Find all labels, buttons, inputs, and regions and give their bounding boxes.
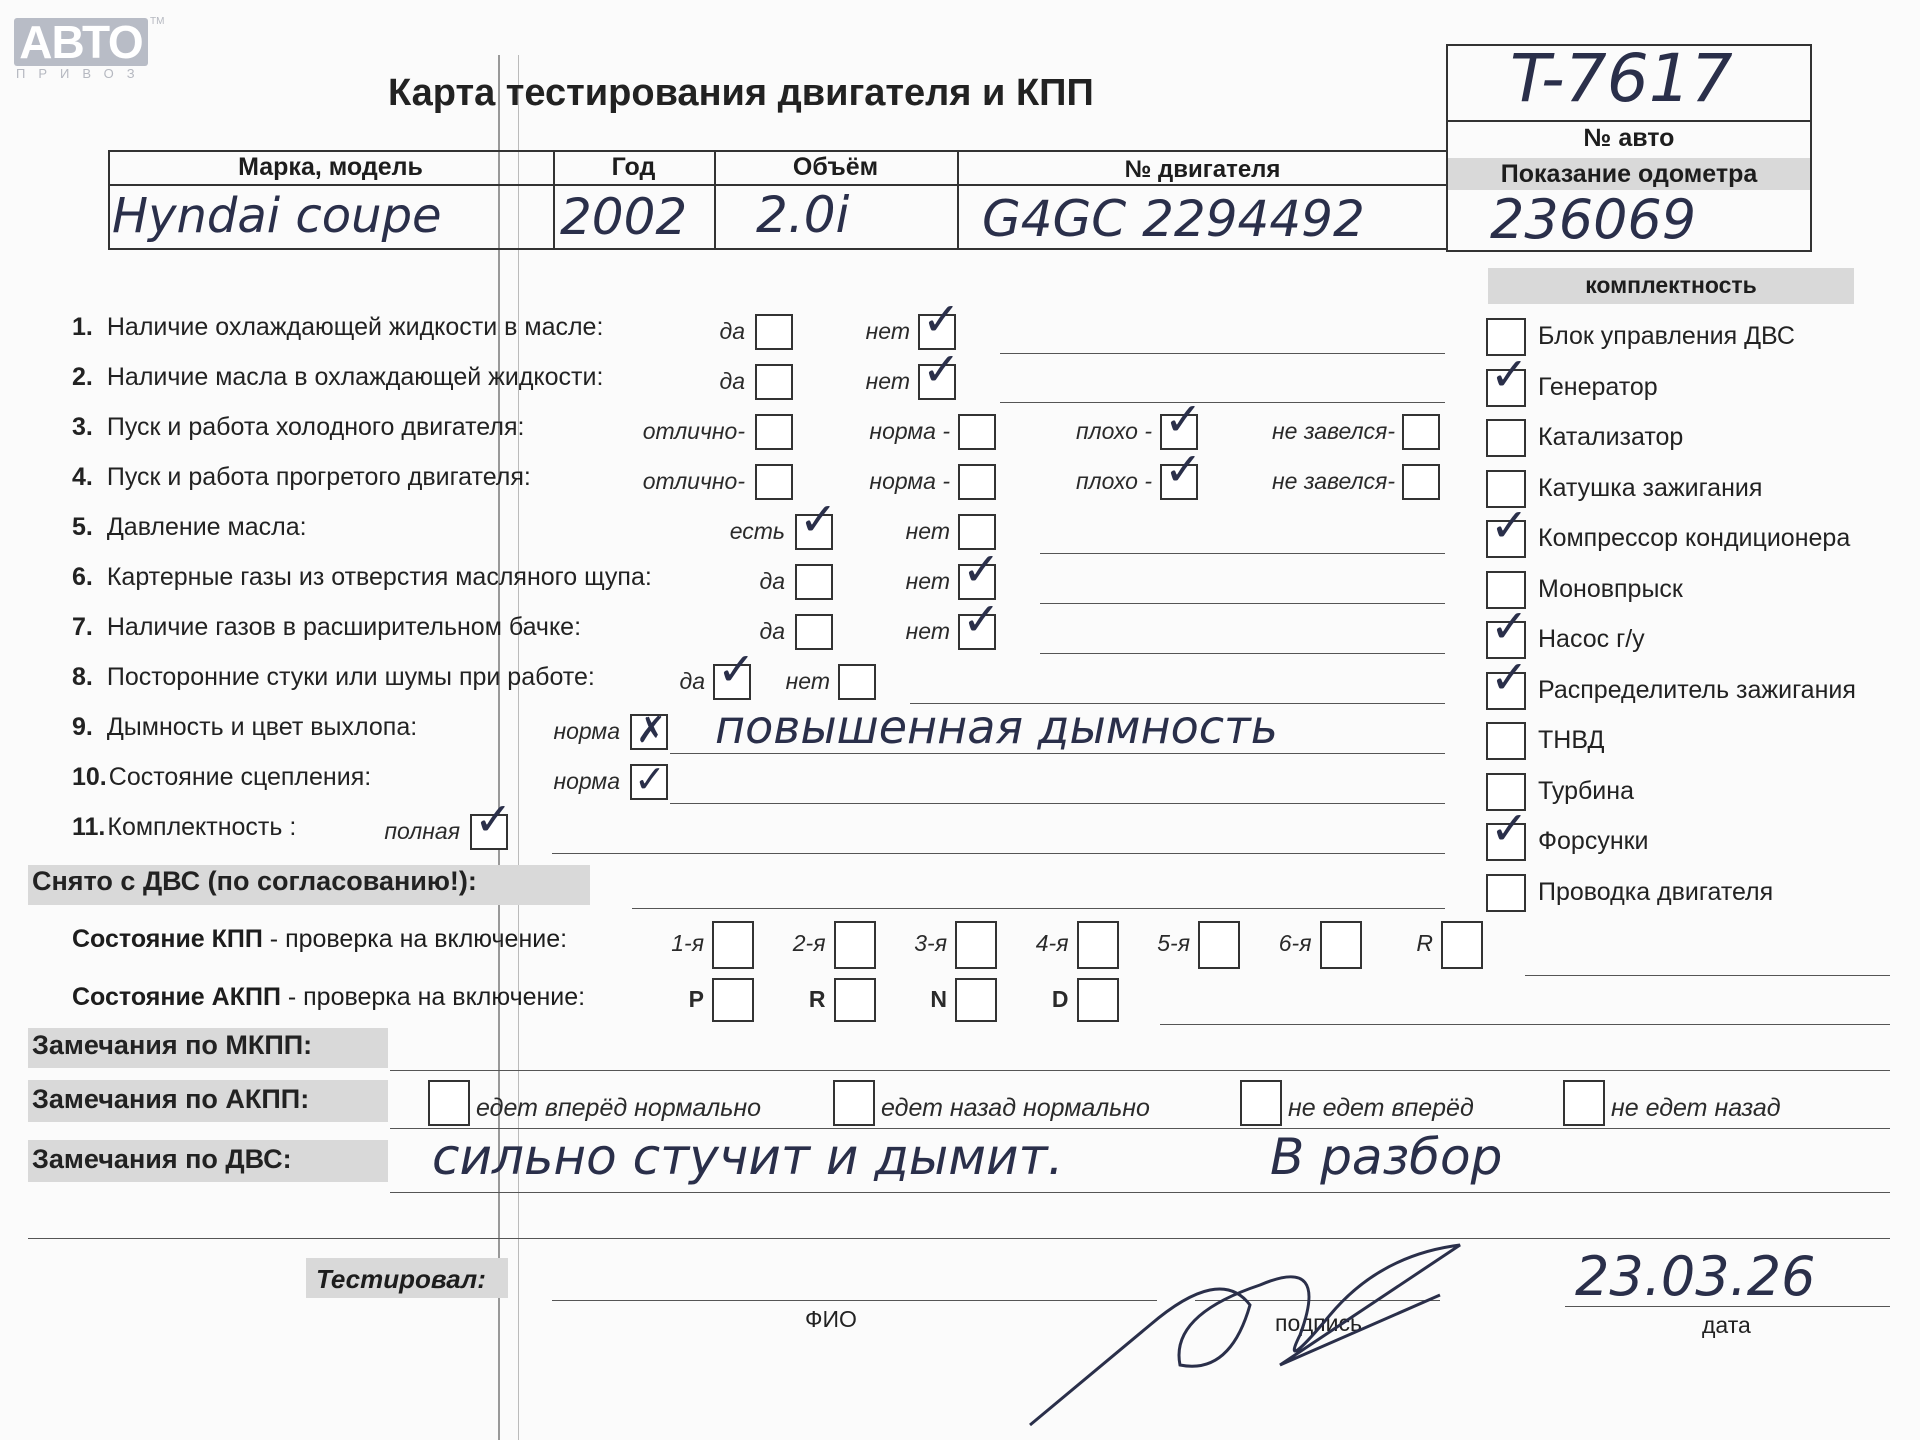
akpp-gear-checkbox[interactable] (712, 978, 754, 1022)
q4-nostart-label: не завелся- (1271, 468, 1395, 494)
komplekt-item-label: Моновпрыск (1538, 574, 1683, 603)
brand-header: Марка, модель (238, 153, 423, 181)
question-text: Картерные газы из отверстия масляного щупа: (106, 563, 652, 591)
q2-no-checkbox[interactable] (918, 342, 961, 400)
q3-excellent-checkbox[interactable] (755, 414, 793, 450)
dvs-remarks-text-2: В разбор (1270, 1128, 1503, 1186)
akpp-label (72, 983, 585, 1012)
q6-yes-label: да (759, 568, 785, 594)
akpp-gear-label: N (930, 986, 947, 1012)
komplekt-item-label: Катализатор (1538, 423, 1684, 451)
question-text: Наличие масла в охлаждающей жидкости: (106, 363, 604, 391)
q2-no-label: нет (865, 368, 910, 394)
document-title: Карта тестирования двигателя и КПП (388, 72, 1094, 114)
q9-norm-checkbox[interactable] (630, 710, 668, 751)
q7-yes-checkbox[interactable] (795, 614, 833, 650)
removed-label: Снято с ДВС (по согласованию!): (32, 866, 477, 896)
kpp-gear-checkbox[interactable] (1441, 921, 1483, 969)
komplekt-item-label: Проводка двигателя (1538, 877, 1774, 906)
kpp-gear-checkbox[interactable] (1198, 921, 1240, 969)
kpp-label (72, 925, 567, 954)
question-text: Состояние сцепления: (108, 763, 372, 791)
question-number: 6. (72, 563, 93, 591)
question-text: Комплектность : (107, 813, 297, 841)
check-mark: ✓ (634, 757, 666, 801)
question-number: 7. (72, 613, 93, 641)
q4-bad-label: плохо - (1076, 468, 1152, 494)
check-mark: ✓ (1490, 801, 1529, 855)
q2-yes-label: да (719, 368, 745, 394)
komplekt-checkbox[interactable] (1486, 498, 1529, 558)
question-text: Давление масла: (106, 513, 307, 541)
question-number: 5. (72, 513, 93, 541)
q8-no-label: нет (785, 668, 830, 694)
q3-bad-label: плохо - (1076, 418, 1152, 444)
q3-nostart-label: не завелся- (1271, 418, 1395, 444)
q3-normal-label: норма - (869, 418, 950, 444)
q9-norm-label: норма (553, 718, 620, 744)
akpp-label-bold: Состояние АКПП (72, 983, 281, 1011)
question-number: 10. (72, 763, 107, 791)
kpp-gear-label: 3-я (914, 930, 947, 956)
check-mark: ✓ (922, 342, 961, 396)
komplekt-checkbox[interactable] (1486, 419, 1526, 457)
question-number: 3. (72, 413, 93, 441)
akpp-gear-checkbox[interactable] (834, 978, 876, 1022)
akpp-remark-option-label: не едет вперёд (1288, 1094, 1474, 1122)
year-header: Год (611, 153, 656, 181)
q1-no-label: нет (865, 318, 910, 344)
komplekt-checkbox[interactable] (1486, 346, 1529, 407)
paper-fold-line (518, 55, 519, 1440)
q4-excellent-label: отлично- (642, 468, 745, 494)
q6-yes-checkbox[interactable] (795, 564, 833, 600)
fio-label: ФИО (805, 1306, 857, 1332)
komplekt-checkbox[interactable] (1486, 874, 1526, 912)
komplekt-item-label: Компрессор кондиционера (1538, 524, 1851, 552)
q3-normal-checkbox[interactable] (958, 414, 996, 450)
q5-is-checkbox[interactable] (795, 492, 838, 550)
question-3 (72, 413, 524, 442)
akpp-label-rest: - проверка на включение: (280, 983, 586, 1011)
question-7 (72, 613, 581, 642)
question-text: Наличие охлаждающей жидкости в масле: (106, 313, 604, 341)
q11-full-label: полная (384, 818, 460, 844)
dvs-remarks-label: Замечания по ДВС: (32, 1144, 292, 1174)
question-number: 8. (72, 663, 93, 691)
check-mark: ✓ (474, 792, 513, 846)
akpp-remark-checkbox[interactable] (833, 1080, 875, 1126)
engine-no-value: G4GC 2294492 (982, 190, 1365, 248)
question-8 (72, 663, 595, 692)
kpp-label-bold: Состояние КПП (72, 925, 263, 953)
check-mark: ✓ (962, 542, 1001, 596)
car-id-value: T-7617 (1510, 40, 1733, 117)
akpp-remark-option-label: едет назад нормально (881, 1094, 1150, 1122)
akpp-remark-checkbox[interactable] (1240, 1080, 1282, 1126)
komplekt-item-label: Турбина (1538, 776, 1634, 805)
check-mark: ✓ (1490, 599, 1529, 653)
q4-bad-checkbox[interactable] (1160, 442, 1203, 500)
question-number: 11. (72, 813, 106, 841)
question-2 (72, 363, 603, 392)
question-text: Дымность и цвет выхлопа: (106, 713, 418, 741)
paper-fold-line (498, 55, 500, 1440)
kpp-gear-checkbox[interactable] (955, 921, 997, 969)
komplekt-item-label: Форсунки (1538, 827, 1649, 855)
question-1 (72, 313, 603, 342)
akpp-gear-checkbox[interactable] (1077, 978, 1119, 1022)
volume-value: 2.0i (756, 186, 850, 244)
check-mark: ✓ (1490, 498, 1529, 552)
question-number: 4. (72, 463, 93, 491)
q7-no-label: нет (905, 618, 950, 644)
smoke-note: повышенная дымность (715, 700, 1278, 754)
check-mark: ✓ (1164, 392, 1203, 446)
date-label: дата (1702, 1312, 1751, 1338)
question-text: Пуск и работа прогретого двигателя: (106, 463, 531, 491)
q7-no-checkbox[interactable] (958, 592, 1001, 650)
q8-yes-checkbox[interactable] (713, 642, 756, 700)
check-mark: ✓ (717, 642, 756, 696)
check-mark: ✓ (1164, 442, 1203, 496)
kpp-gear-label: 6-я (1278, 930, 1312, 956)
komplekt-checkbox[interactable] (1486, 722, 1526, 760)
check-mark: ✓ (799, 492, 838, 546)
komplekt-checkbox[interactable] (1486, 649, 1529, 710)
question-text: Наличие газов в расширительном бачке: (106, 613, 582, 641)
tested-label: Тестировал: (316, 1264, 486, 1294)
signature-scribble (1000, 1225, 1480, 1435)
q2-yes-checkbox[interactable] (755, 364, 793, 400)
komplekt-checkbox[interactable] (1486, 801, 1529, 861)
komplekt-item-label: Катушка зажигания (1538, 473, 1763, 502)
akpp-remark-checkbox[interactable] (428, 1080, 470, 1126)
akpp-remark-checkbox[interactable] (1563, 1080, 1605, 1126)
question-text: Пуск и работа холодного двигателя: (106, 413, 525, 441)
question-11 (72, 813, 296, 842)
komplekt-title: комплектность (1585, 272, 1757, 298)
engine-no-header: № двигателя (1124, 156, 1281, 183)
kpp-gear-label: 1-я (671, 930, 704, 956)
komplekt-item-label: Блок управления ДВС (1538, 322, 1795, 350)
q4-normal-label: норма - (869, 468, 950, 494)
kpp-gear-checkbox[interactable] (834, 921, 876, 969)
q3-nostart-checkbox[interactable] (1402, 414, 1440, 450)
logo-subtitle: ПРИВОЗ (16, 66, 148, 81)
kpp-gear-checkbox[interactable] (1320, 921, 1362, 969)
question-text: Посторонние стуки или шумы при работе: (106, 663, 595, 691)
check-mark: ✓ (922, 292, 961, 346)
car-id-label: № авто (1583, 124, 1675, 152)
q5-is-label: есть (729, 518, 785, 544)
q1-yes-label: да (719, 318, 745, 344)
q3-excellent-label: отлично- (642, 418, 745, 444)
komplekt-item-label: Распределитель зажигания (1538, 675, 1856, 704)
question-number: 9. (72, 713, 93, 741)
odometer-value: 236069 (1490, 188, 1697, 251)
q5-no-label: нет (905, 518, 950, 544)
question-9 (72, 713, 417, 742)
akpp-remark-option-label: едет вперёд нормально (476, 1094, 762, 1122)
q4-excellent-checkbox[interactable] (755, 464, 793, 500)
q1-yes-checkbox[interactable] (755, 314, 793, 350)
check-mark: ✓ (962, 592, 1001, 646)
akpp-gear-label: R (808, 986, 826, 1012)
q11-full-checkbox[interactable] (470, 792, 513, 850)
kpp-gear-checkbox[interactable] (1077, 921, 1119, 969)
kpp-gear-label: R (1416, 930, 1433, 956)
q7-yes-label: да (759, 618, 785, 644)
akpp-remark-option-label: не едет назад (1611, 1094, 1781, 1122)
akpp-remarks-label: Замечания по АКПП: (32, 1084, 310, 1114)
year-value: 2002 (560, 188, 688, 246)
question-4 (72, 463, 531, 492)
akpp-gear-checkbox[interactable] (955, 978, 997, 1022)
akpp-gear-label: P (688, 986, 704, 1012)
signature-label: подпись (1275, 1310, 1362, 1336)
kpp-gear-checkbox[interactable] (712, 921, 754, 969)
check-mark: ✓ (1490, 649, 1529, 704)
kpp-gear-label: 4-я (1035, 930, 1069, 956)
mkpp-remarks-label: Замечания по МКПП: (32, 1030, 313, 1060)
komplekt-item-label: ТНВД (1538, 726, 1605, 754)
logo-tm: TM (150, 16, 165, 27)
avto-logo: АВТО (14, 18, 148, 66)
q8-no-checkbox[interactable] (838, 664, 876, 700)
q8-yes-label: да (679, 668, 705, 694)
question-5 (72, 513, 307, 542)
q6-no-label: нет (905, 568, 950, 594)
dvs-remarks-text: сильно стучит и дымит. (432, 1128, 1064, 1186)
question-number: 1. (72, 313, 93, 341)
q10-norm-checkbox[interactable] (630, 757, 668, 801)
question-10 (72, 763, 371, 792)
brand-value: Hyndai coupe (112, 188, 442, 244)
question-number: 2. (72, 363, 93, 391)
q4-normal-checkbox[interactable] (958, 464, 996, 500)
komplekt-item-label: Насос г/у (1538, 625, 1645, 653)
kpp-gear-label: 2-я (792, 930, 826, 956)
q4-nostart-checkbox[interactable] (1402, 464, 1440, 500)
akpp-gear-label: D (1051, 986, 1069, 1012)
question-6 (72, 563, 652, 592)
komplekt-item-label: Генератор (1538, 372, 1658, 401)
check-mark: ✓ (1490, 346, 1529, 401)
date-value: 23.03.26 (1575, 1245, 1816, 1308)
cross-mark: ✗ (636, 710, 667, 751)
q10-norm-label: норма (553, 768, 620, 794)
kpp-gear-label: 5-я (1157, 930, 1190, 956)
volume-header: Объём (792, 153, 879, 181)
odometer-header: Показание одометра (1500, 160, 1758, 188)
kpp-label-rest: - проверка на включение: (262, 925, 568, 953)
